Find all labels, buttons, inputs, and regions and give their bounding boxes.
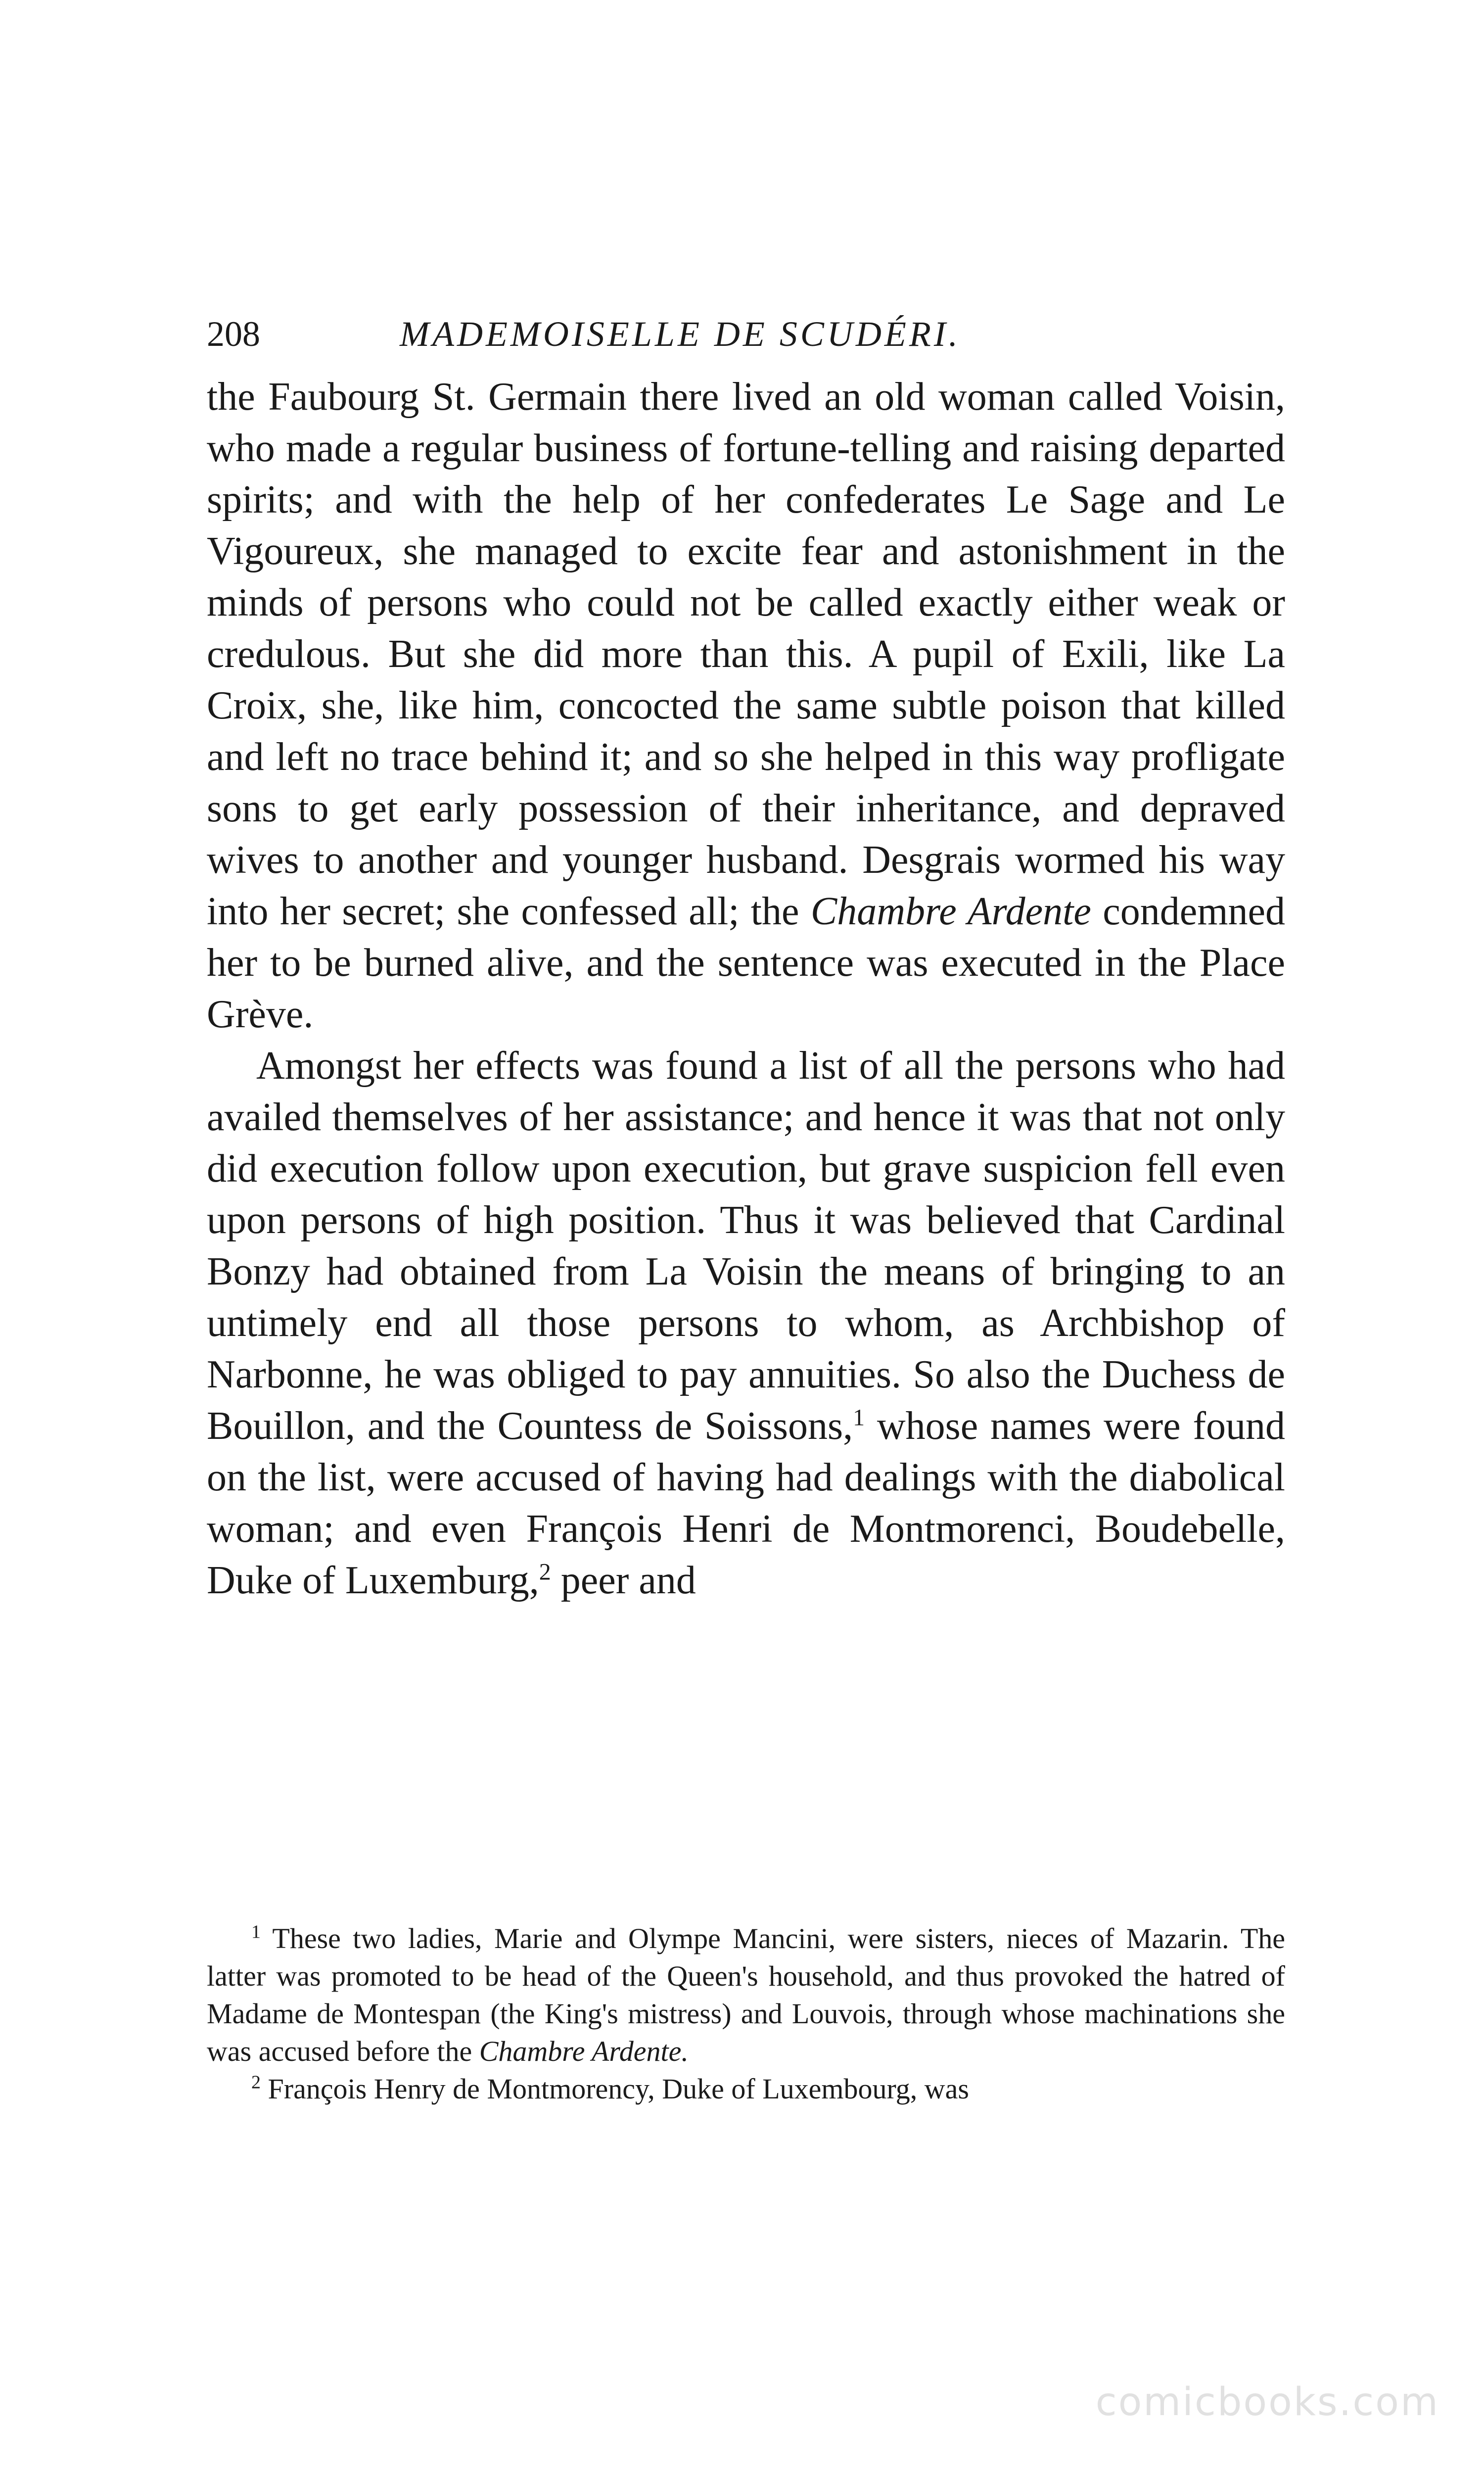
paragraph-2-text-c: peer and: [560, 1559, 696, 1602]
footnote-1-mark: 1: [251, 1921, 261, 1943]
body-text: [207, 371, 1285, 1606]
paragraph-2: [207, 1040, 1285, 1606]
footnote-1-italic: Chambre Ardente.: [479, 2035, 689, 2067]
footnotes: [207, 1920, 1285, 2108]
paragraph-1-end: condemned her to be burned alive, and the sentence was executed in the Place Grève.: [207, 890, 1286, 1036]
paragraph-1-text: the Faubourg St. Germain there lived an old woman called Voisin, who made a regular business of fortune-telling and raising departed spirits; and with the help of her confederates Le Sage and Le Vigoureux, she managed to excite fear and astonishment in the minds of persons who could not be called exactly either weak or credulous. But she did more than this. A pupil of Exili, like La Croix, she, like him, concocted the same subtle poison that killed and left no trace behind it; and so she helped in this way profligate sons to get early possession of their inheritance, and depraved wives to another and younger husband. Desgrais wormed his way into her secret; she confessed all; the: [207, 375, 1285, 933]
footnote-2-text: François Henry de Montmorency, Duke of Luxembourg, was: [268, 2073, 969, 2105]
page-header: [207, 307, 1295, 361]
footnote-ref-2: 2: [539, 1559, 551, 1585]
watermark-text: comicbooks.com: [1095, 2380, 1439, 2425]
running-title: MADEMOISELLE DE SCUDÉRI.: [400, 314, 961, 354]
footnote-ref-1: 1: [853, 1404, 865, 1431]
footnote-1-text: These two ladies, Marie and Olympe Mancini, were sisters, nieces of Mazarin. The latter was promoted to be head of the Queen's household, and thus provoked the hatred of Madame de Montespan (the King's mistress) and Louvois, through whose machinations she was accused before the: [207, 1922, 1285, 2067]
paragraph-2-text-b: whose names were found on the list, were accused of having had dealings with the diabolical woman; and even François Henri de Montmorenci, Boudebelle, Duke of Luxemburg,: [207, 1404, 1286, 1602]
footnote-2: [207, 2070, 1285, 2108]
page-number: 208: [207, 314, 260, 354]
footnote-2-mark: 2: [251, 2072, 261, 2093]
paragraph-1: [207, 371, 1285, 1040]
paragraph-2-text-a: Amongst her effects was found a list of all the persons who had availed themselves of her assistance; and hence it was that not only did execution follow upon execution, but grave suspicion fell even upon persons of high position. Thus it was believed that Cardinal Bonzy had obtained from La Voisin the means of bringing to an untimely end all those persons to whom, as Archbishop of Narbonne, he was obliged to pay annuities. So also the Duchess de Bouillon, and the Countess de Soissons,: [207, 1044, 1285, 1448]
footnote-1: [207, 1920, 1285, 2070]
paragraph-1-italic: Chambre Ardente: [810, 890, 1091, 933]
